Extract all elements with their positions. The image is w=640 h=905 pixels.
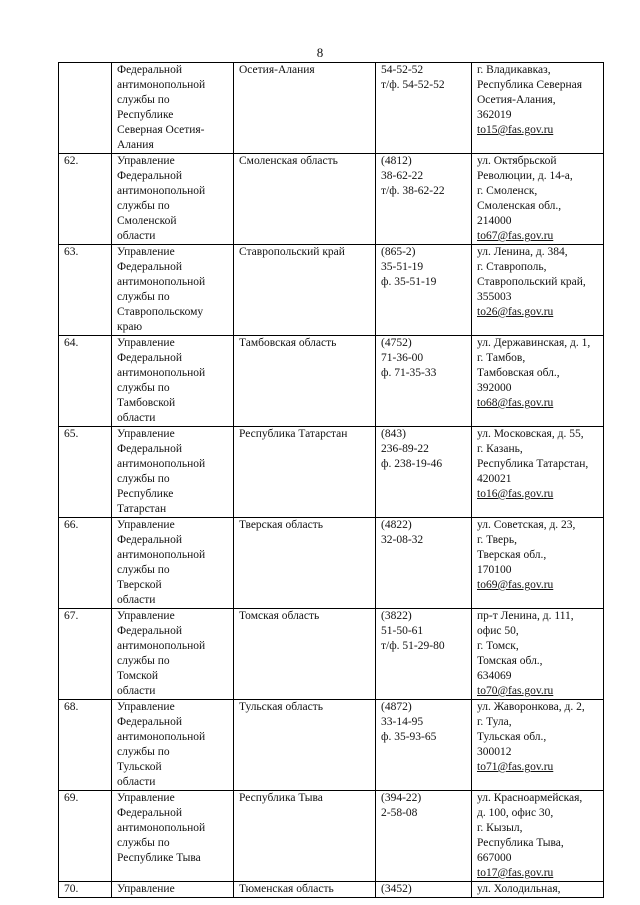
office-name-line: области (117, 230, 156, 242)
region-cell (234, 609, 376, 700)
office-name-line: Федеральной (117, 534, 182, 546)
row-number-cell (59, 882, 112, 898)
address-line: ул. Красноармейская, (477, 792, 583, 804)
phone-line: (4872) (381, 701, 412, 713)
phone-line: (4812) (381, 155, 412, 167)
office-name-cell (112, 336, 234, 427)
office-name-cell (112, 791, 234, 882)
address-cell (472, 882, 604, 898)
office-name-line: Федеральной (117, 64, 182, 76)
phone-line: 236-89-22 (381, 443, 429, 455)
region-name: Республика Татарстан (239, 428, 348, 440)
phone-line: ф. 238-19-46 (381, 458, 443, 470)
row-number: 66. (64, 519, 79, 531)
phone-cell (376, 882, 472, 898)
address-line: 170100 (477, 564, 512, 576)
address-line: Тамбовская обл., (477, 367, 560, 379)
phone-line: 38-62-22 (381, 170, 424, 182)
phone-line: (843) (381, 428, 406, 440)
row-number-cell (59, 245, 112, 336)
office-name-line: службы по (117, 746, 170, 758)
email-link[interactable]: to69@fas.gov.ru (477, 579, 554, 591)
phone-line: (394-22) (381, 792, 422, 804)
office-name-line: области (117, 685, 156, 697)
region-cell (234, 700, 376, 791)
office-name-line: Северная Осетия- (117, 124, 205, 136)
row-number: 65. (64, 428, 79, 440)
address-line: Революции, д. 14-а, (477, 170, 573, 182)
region-name: Ставропольский край (239, 246, 345, 258)
phone-line: ф. 35-51-19 (381, 276, 437, 288)
row-number: 70. (64, 883, 79, 895)
phone-line: 54-52-52 (381, 64, 424, 76)
email-link[interactable]: to26@fas.gov.ru (477, 306, 554, 318)
phone-cell (376, 609, 472, 700)
address-line: 214000 (477, 215, 512, 227)
phone-cell (376, 700, 472, 791)
office-name-line: антимонопольной (117, 549, 206, 561)
office-name-cell (112, 427, 234, 518)
address-line: ул. Московская, д. 55, (477, 428, 584, 440)
row-number: 64. (64, 337, 79, 349)
phone-cell (376, 154, 472, 245)
address-cell (472, 609, 604, 700)
office-name-cell (112, 700, 234, 791)
email-link[interactable]: to15@fas.gov.ru (477, 124, 554, 136)
office-name-cell (112, 63, 234, 154)
office-name-line: службы по (117, 200, 170, 212)
address-line: Республика Северная (477, 79, 583, 91)
address-line: ул. Ленина, д. 384, (477, 246, 568, 258)
row-number-cell (59, 700, 112, 791)
office-name-line: антимонопольной (117, 458, 206, 470)
region-cell (234, 882, 376, 898)
office-name-line: Управление (117, 610, 175, 622)
phone-cell (376, 518, 472, 609)
address-cell (472, 63, 604, 154)
office-name-line: Федеральной (117, 625, 182, 637)
address-line: 667000 (477, 852, 512, 864)
phone-line: 32-08-32 (381, 534, 424, 546)
phone-cell (376, 791, 472, 882)
office-name-line: Республике Тыва (117, 852, 201, 864)
address-cell (472, 791, 604, 882)
address-line: 362019 (477, 109, 512, 121)
address-cell (472, 427, 604, 518)
region-name: Смоленская область (239, 155, 338, 167)
phone-cell (376, 245, 472, 336)
address-line: Республика Татарстан, (477, 458, 589, 470)
row-number-cell (59, 791, 112, 882)
office-name-line: Тамбовской (117, 397, 176, 409)
row-number-cell (59, 63, 112, 154)
phone-line: ф. 35-93-65 (381, 731, 437, 743)
row-number-cell (59, 154, 112, 245)
address-cell (472, 518, 604, 609)
territorial-offices-table (58, 62, 604, 898)
office-name-line: службы по (117, 837, 170, 849)
address-line: ул. Жаворонкова, д. 2, (477, 701, 585, 713)
row-number-cell (59, 427, 112, 518)
office-name-cell (112, 609, 234, 700)
office-name-line: антимонопольной (117, 367, 206, 379)
office-name-line: Татарстан (117, 503, 167, 515)
address-line: ул. Державинская, д. 1, (477, 337, 591, 349)
address-line: 634069 (477, 670, 512, 682)
office-name-line: Управление (117, 246, 175, 258)
address-line: офис 50, (477, 625, 519, 637)
phone-line: (3822) (381, 610, 412, 622)
phone-cell (376, 336, 472, 427)
address-line: ул. Октябрьской (477, 155, 557, 167)
office-name-cell (112, 154, 234, 245)
office-name-line: Управление (117, 792, 175, 804)
office-name-line: Управление (117, 519, 175, 531)
address-line: г. Владикавказ, (477, 64, 551, 76)
office-name-line: службы по (117, 473, 170, 485)
office-name-cell (112, 882, 234, 898)
email-link[interactable]: to71@fas.gov.ru (477, 761, 554, 773)
row-number: 63. (64, 246, 79, 258)
address-cell (472, 700, 604, 791)
table-row (59, 609, 604, 700)
address-line: 355003 (477, 291, 512, 303)
office-name-line: антимонопольной (117, 276, 206, 288)
table-row (59, 427, 604, 518)
phone-line: 51-50-61 (381, 625, 424, 637)
office-name-cell (112, 518, 234, 609)
address-line: 420021 (477, 473, 512, 485)
email-link[interactable]: to70@fas.gov.ru (477, 685, 554, 697)
office-name-line: Федеральной (117, 352, 182, 364)
address-line: пр-т Ленина, д. 111, (477, 610, 574, 622)
office-name-line: Смоленской (117, 215, 177, 227)
office-name-line: службы по (117, 291, 170, 303)
office-name-line: Тульской (117, 761, 162, 773)
table-row (59, 791, 604, 882)
address-line: Смоленская обл., (477, 200, 562, 212)
address-line: Осетия-Алания, (477, 94, 556, 106)
region-name: Тульская область (239, 701, 323, 713)
office-name-line: области (117, 776, 156, 788)
address-line: ул. Холодильная, (477, 883, 561, 895)
office-name-line: Республике (117, 488, 174, 500)
address-line: Ставропольский край, (477, 276, 586, 288)
region-name: Республика Тыва (239, 792, 323, 804)
office-name-line: Управление (117, 428, 175, 440)
office-name-line: службы по (117, 94, 170, 106)
address-line: 392000 (477, 382, 512, 394)
table-body (59, 63, 604, 898)
phone-line: 2-58-08 (381, 807, 418, 819)
region-cell (234, 154, 376, 245)
table-row (59, 245, 604, 336)
row-number-cell (59, 609, 112, 700)
phone-cell (376, 63, 472, 154)
region-name: Тюменская область (239, 883, 334, 895)
office-name-line: Управление (117, 883, 175, 895)
address-line: г. Тверь, (477, 534, 517, 546)
address-line: 300012 (477, 746, 512, 758)
region-cell (234, 518, 376, 609)
table-row (59, 336, 604, 427)
row-number-cell (59, 518, 112, 609)
office-name-line: Федеральной (117, 443, 182, 455)
table-row (59, 700, 604, 791)
address-line: Томская обл., (477, 655, 543, 667)
phone-line: т/ф. 54-52-52 (381, 79, 445, 91)
office-name-line: Управление (117, 337, 175, 349)
address-line: Республика Тыва, (477, 837, 564, 849)
office-name-line: антимонопольной (117, 640, 206, 652)
region-cell (234, 427, 376, 518)
address-line: г. Тамбов, (477, 352, 526, 364)
office-name-line: Алания (117, 139, 154, 151)
phone-cell (376, 427, 472, 518)
office-name-line: Томской (117, 670, 158, 682)
office-name-line: Федеральной (117, 170, 182, 182)
phone-line: (4822) (381, 519, 412, 531)
region-name: Томская область (239, 610, 320, 622)
phone-line: 71-36-00 (381, 352, 424, 364)
row-number: 62. (64, 155, 79, 167)
phone-line: (865-2) (381, 246, 416, 258)
address-line: Тульская обл., (477, 731, 547, 743)
office-name-line: Федеральной (117, 261, 182, 273)
office-name-line: антимонопольной (117, 731, 206, 743)
table-row (59, 882, 604, 898)
office-name-cell (112, 245, 234, 336)
office-name-line: Тверской (117, 579, 162, 591)
address-line: г. Казань, (477, 443, 523, 455)
row-number-cell (59, 336, 112, 427)
office-name-line: службы по (117, 382, 170, 394)
office-name-line: Федеральной (117, 807, 182, 819)
office-name-line: краю (117, 321, 143, 333)
email-link[interactable]: to16@fas.gov.ru (477, 488, 554, 500)
office-name-line: службы по (117, 564, 170, 576)
region-cell (234, 63, 376, 154)
row-number: 69. (64, 792, 79, 804)
office-name-line: Республике (117, 109, 174, 121)
address-cell (472, 245, 604, 336)
region-name: Тверская область (239, 519, 323, 531)
email-link[interactable]: to17@fas.gov.ru (477, 867, 554, 879)
region-name: Осетия-Алания (239, 64, 315, 76)
office-name-line: области (117, 412, 156, 424)
address-line: г. Томск, (477, 640, 519, 652)
phone-line: (4752) (381, 337, 412, 349)
phone-line: 33-14-95 (381, 716, 424, 728)
office-name-line: антимонопольной (117, 822, 206, 834)
phone-line: 35-51-19 (381, 261, 424, 273)
phone-line: т/ф. 51-29-80 (381, 640, 445, 652)
office-name-line: Ставропольскому (117, 306, 204, 318)
address-line: г. Смоленск, (477, 185, 538, 197)
office-name-line: Управление (117, 701, 175, 713)
address-line: д. 100, офис 30, (477, 807, 554, 819)
address-line: г. Тула, (477, 716, 512, 728)
phone-line: т/ф. 38-62-22 (381, 185, 445, 197)
address-line: г. Кызыл, (477, 822, 523, 834)
phone-line: ф. 71-35-33 (381, 367, 437, 379)
address-cell (472, 336, 604, 427)
address-cell (472, 154, 604, 245)
address-line: г. Ставрополь, (477, 261, 547, 273)
region-cell (234, 245, 376, 336)
address-line: ул. Советская, д. 23, (477, 519, 576, 531)
office-name-line: Федеральной (117, 716, 182, 728)
table-row (59, 518, 604, 609)
region-cell (234, 336, 376, 427)
table-row (59, 154, 604, 245)
address-line: Тверская обл., (477, 549, 547, 561)
row-number: 68. (64, 701, 79, 713)
region-name: Тамбовская область (239, 337, 337, 349)
row-number: 67. (64, 610, 79, 622)
email-link[interactable]: to68@fas.gov.ru (477, 397, 554, 409)
office-name-line: области (117, 594, 156, 606)
phone-line: (3452) (381, 883, 412, 895)
office-name-line: антимонопольной (117, 79, 206, 91)
email-link[interactable]: to67@fas.gov.ru (477, 230, 554, 242)
table-row (59, 63, 604, 154)
office-name-line: Управление (117, 155, 175, 167)
office-name-line: службы по (117, 655, 170, 667)
region-cell (234, 791, 376, 882)
office-name-line: антимонопольной (117, 185, 206, 197)
page-number: 8 (316, 45, 324, 60)
